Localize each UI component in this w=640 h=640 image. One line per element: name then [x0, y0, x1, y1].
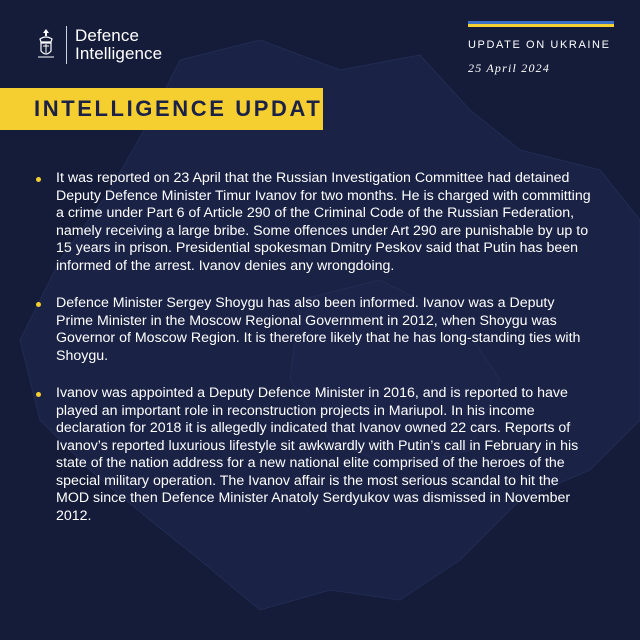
update-date: 25 April 2024: [468, 61, 551, 75]
logo-divider: [66, 26, 67, 64]
bullet-text: Defence Minister Sergey Shoygu has also been informed. Ivanov was a Deputy Prime Minister in the Moscow Regional Government in 2012, when Shoygu was Governor of Moscow Region. It is therefore likely that he has long-standing ties with Shoygu.: [56, 295, 581, 364]
bullet-text: It was reported on 23 April that the Russian Investigation Committee had detained Deputy Defence Minister Timur Ivanov for two months. He is charged with committing a crime under Part 6 of Article 290 of the Criminal Code of the Russian Federation, namely receiving a large bribe. Some offences under Art 290 are punishable by up to 15 years in prison. Presidential spokesman Dmitry Peskov said that Putin has been informed of the arrest. Ivanov denies any wrongdoing.: [56, 170, 591, 274]
logo-line-intelligence: Intelligence: [75, 44, 163, 63]
bullet-item: [34, 295, 594, 365]
defence-intelligence-logo: [34, 26, 162, 64]
banner-title: INTELLIGENCE UPDATE: [34, 96, 340, 121]
bullet-text: Ivanov was appointed a Deputy Defence Minister in 2016, and is reported to have played an important role in reconstruction projects in Mariupol. In his income declaration for 2018 it is allegedly indicated that Ivanov owned 22 cars. Reports of Ivanov’s reported luxurious lifestyle sit awkwardly with Putin’s call in February in his state of the nation address for a new national elite comprised of the heroes of the special military operation. The Ivanov affair is the most serious scandal to hit the MOD since then Defence Minister Anatoly Serdyukov was dismissed in November 2012.: [56, 385, 579, 524]
bullet-dot-icon: [36, 177, 41, 182]
bullet-dot-icon: [36, 392, 41, 397]
flag-yellow-band: [468, 24, 614, 27]
update-label: UPDATE ON UKRAINE: [468, 39, 611, 51]
logo-line-defence: Defence: [75, 26, 140, 45]
bullet-item: [34, 170, 594, 275]
bullet-list: [34, 170, 594, 545]
bullet-dot-icon: [36, 302, 41, 307]
intelligence-update-banner: [0, 88, 340, 130]
bullet-item: [34, 385, 594, 525]
ukraine-flag-stripe: [468, 21, 614, 27]
royal-crest-icon: [34, 27, 58, 63]
logo-wordmark: [75, 27, 162, 63]
